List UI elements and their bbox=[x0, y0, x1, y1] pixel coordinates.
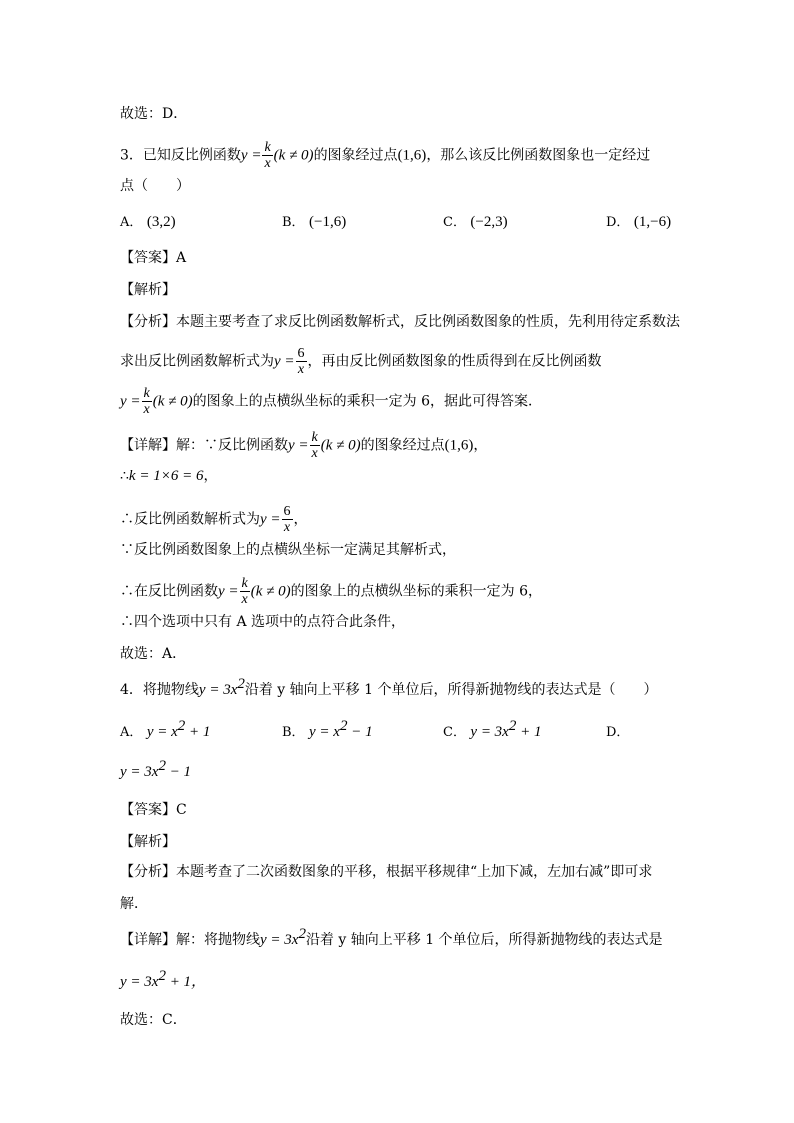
q3-answer: 【答案】A bbox=[120, 250, 187, 266]
q3-xiangjie-line5: ∴在反比例函数y = $\frac{k}{x}$ (k ≠ 0)的图象上的点横纵坐标的乘积一定为 6， bbox=[120, 576, 542, 607]
fraction: $\frac{6}{x}$ bbox=[283, 504, 291, 535]
q4-option-a: A． $y = x^2 + 1$ bbox=[120, 718, 211, 740]
q4-conclusion: 故选：C． bbox=[120, 1012, 187, 1028]
q3-fenxi-line3: y = $\frac{k}{x}$ (k ≠ 0)的图象上的点横纵坐标的乘积一定为 6，据此可得答案． bbox=[120, 386, 542, 417]
q3-fenxi-line1: 【分析】本题主要考查了求反比例函数解析式，反比例函数图象的性质，先利用待定系数法 bbox=[120, 314, 680, 330]
q4-fenxi-line1: 【分析】本题考查了二次函数图象的平移，根据平移规律“上加下减，左加右减”即可求 bbox=[120, 864, 653, 880]
q2-conclusion: 故选：D． bbox=[120, 106, 188, 122]
q3-fenxi-line2: 求出反比例函数解析式为y = $\frac{6}{x}$ ，再由反比例函数图象的性质得到在反比例函数 bbox=[120, 346, 602, 377]
q4-option-b: B． $y = x^2 - 1$ bbox=[282, 718, 373, 740]
q3-stem-line1: 3．已知反比例函数y = $\frac{k}{x}$ (k ≠ 0)的图象经过点(1,6)，那么该反比例函数图象也一定经过 bbox=[120, 140, 651, 171]
q4-answer: 【答案】C bbox=[120, 802, 187, 818]
q3-option-c: C． (−2,3) bbox=[443, 214, 508, 230]
q4-analysis-heading: 【解析】 bbox=[120, 834, 176, 850]
q4-stem: 4．将抛物线$y = 3x^2$沿着 y 轴向上平移 1 个单位后，所得新抛物线的表达式是（ ） bbox=[120, 676, 658, 698]
q4-xiangjie-line1: 【详解】解：将抛物线$y = 3x^2$沿着 y 轴向上平移 1 个单位后，所得新抛物线的表达式是 bbox=[120, 926, 663, 948]
fraction: $\frac{k}{x}$ bbox=[311, 430, 318, 461]
fraction: $\frac{k}{x}$ bbox=[264, 140, 271, 171]
q3-xiangjie-line4: ∵反比例函数图象上的点横纵坐标一定满足其解析式， bbox=[120, 542, 456, 558]
q3-xiangjie-line1: 【详解】解：∵反比例函数y = $\frac{k}{x}$ (k ≠ 0)的图象经过点(1,6)， bbox=[120, 430, 488, 461]
q3-xiangjie-line2: ∴k = 1×6 = 6， bbox=[120, 468, 218, 484]
fraction: $\frac{6}{x}$ bbox=[297, 346, 305, 377]
answer-tag: 【答案】 bbox=[120, 250, 176, 266]
q4-option-d-label: D． bbox=[606, 725, 630, 740]
q4-option-d: $y = 3x^2 - 1$ bbox=[120, 758, 192, 780]
question-number: 4． bbox=[120, 682, 143, 698]
q3-xiangjie-line3: ∴反比例函数解析式为y = $\frac{6}{x}$ ， bbox=[120, 504, 308, 535]
q4-option-c: C． $y = 3x^2 + 1$ bbox=[443, 718, 542, 740]
q4-xiangjie-line2: $y = 3x^2 + 1$， bbox=[120, 968, 207, 990]
q3-option-d: D． (1,−6) bbox=[606, 214, 672, 230]
answer-tag: 【答案】 bbox=[120, 802, 176, 818]
question-number: 3． bbox=[120, 147, 143, 164]
q3-analysis-heading: 【解析】 bbox=[120, 282, 176, 298]
q3-xiangjie-line6: ∴四个选项中只有 A 选项中的点符合此条件， bbox=[120, 614, 406, 630]
q3-option-b: B． (−1,6) bbox=[282, 214, 347, 230]
fraction: $\frac{k}{x}$ bbox=[143, 386, 150, 417]
q3-conclusion: 故选：A． bbox=[120, 646, 187, 662]
fraction: $\frac{k}{x}$ bbox=[241, 576, 248, 607]
q4-fenxi-line2: 解． bbox=[120, 896, 148, 912]
q3-option-a: A． (3,2) bbox=[120, 214, 176, 230]
q3-stem-line2: 点（ ） bbox=[120, 178, 190, 194]
